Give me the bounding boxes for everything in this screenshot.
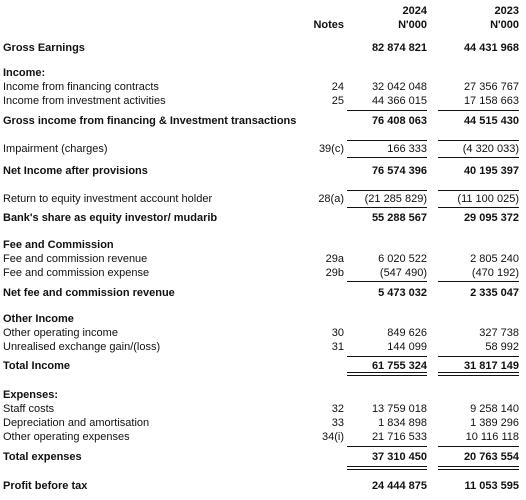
rule-2023-impairment-top [438, 140, 519, 141]
row-financing-contracts [0, 80, 526, 94]
row-return-to-equity [0, 192, 526, 206]
note-ref: 34(i) [321, 431, 344, 443]
row-net-income-after-provisions [0, 164, 526, 178]
rule-2024-net-fee-top [347, 281, 427, 282]
value-2024: 24 444 875 [371, 480, 427, 492]
rule-2023-total-expenses-dbl-1 [438, 466, 519, 467]
note-ref: 28(a) [318, 193, 344, 205]
value-2024: 5 473 032 [378, 287, 427, 299]
note-ref: 31 [331, 341, 344, 353]
row-total-expenses [0, 450, 526, 464]
value-2023: 1 389 296 [470, 417, 519, 429]
note-ref: 24 [331, 81, 344, 93]
row-label: Fee and commission revenue [3, 253, 148, 265]
row-label: Net Income after provisions [3, 165, 148, 177]
row-staff-costs [0, 402, 526, 416]
value-2023: 2 805 240 [470, 253, 519, 265]
row-label: Staff costs [3, 403, 55, 415]
rule-2024-return-top [347, 190, 427, 191]
rule-2023-return-top [438, 190, 519, 191]
value-2023: 31 817 149 [463, 360, 519, 372]
value-2023: 17 158 663 [463, 95, 519, 107]
value-2023: 2 335 047 [470, 287, 519, 299]
value-2024: 1 834 898 [378, 417, 427, 429]
year-2023-header: 2023 [494, 5, 519, 17]
row-depreciation [0, 416, 526, 430]
note-ref: 39(c) [318, 143, 344, 155]
value-2024: 32 042 048 [371, 81, 427, 93]
unit-2023-header: N'000 [490, 19, 519, 31]
value-2023: 44 515 430 [463, 115, 519, 127]
rule-2023-return-bottom [438, 207, 519, 208]
section-heading: Expenses: [3, 389, 59, 401]
row-label: Income from financing contracts [3, 81, 159, 93]
value-2023: (4 320 033) [462, 143, 519, 155]
value-2024: 849 626 [387, 327, 427, 339]
value-2024: 44 366 015 [371, 95, 427, 107]
rule-2024-impairment-bottom [347, 157, 427, 158]
rule-2024-total-income-dbl-1 [347, 372, 427, 373]
rule-2024-top-gross-income [347, 110, 427, 111]
rule-2023-impairment-bottom [438, 157, 519, 158]
rule-2024-total-income-top [347, 356, 427, 357]
rule-2024-return-bottom [347, 207, 427, 208]
row-label: Return to equity investment account holder [3, 193, 213, 205]
value-2024: 166 333 [387, 143, 427, 155]
unit-2024-header: N'000 [398, 19, 427, 31]
rule-2023-net-fee-top [438, 281, 519, 282]
value-2024: 13 759 018 [371, 403, 427, 415]
value-2023: (11 100 025) [457, 193, 519, 205]
row-other-operating-expenses [0, 430, 526, 444]
row-gross-earnings [0, 41, 526, 55]
row-investment-activities [0, 94, 526, 108]
row-label: Gross income from financing & Investment transactions [3, 115, 297, 127]
row-label: Other operating income [3, 327, 118, 339]
note-ref: 30 [331, 327, 344, 339]
value-2024: (547 490) [379, 267, 427, 279]
value-2024: 144 099 [387, 341, 427, 353]
rule-2024-total-income-dbl-2 [347, 375, 427, 376]
value-2023: 58 992 [485, 341, 519, 353]
rule-2024-total-expenses-dbl-1 [347, 466, 427, 467]
section-heading: Income: [3, 67, 46, 79]
row-net-fee-revenue [0, 286, 526, 300]
rule-2023-top-gross-income [438, 110, 519, 111]
rule-2024-total-expenses-dbl-2 [347, 469, 427, 470]
row-label: Total Income [3, 360, 71, 372]
value-2023: 40 195 397 [463, 165, 519, 177]
rule-2023-total-expenses-top [438, 446, 519, 447]
section-income [0, 66, 526, 80]
value-2023: 27 356 767 [463, 81, 519, 93]
row-label: Total expenses [3, 451, 82, 463]
total-income-row-final [0, 359, 526, 373]
note-ref: 25 [331, 95, 344, 107]
value-2023: 11 053 595 [464, 480, 519, 492]
section-heading: Other Income [3, 313, 74, 325]
rule-2023-total-expenses-dbl-2 [438, 469, 519, 470]
rule-2024-total-expenses-top [347, 446, 427, 447]
row-label: Bank's share as equity investor/ mudarib [3, 212, 218, 224]
section-heading: Fee and Commission [3, 239, 114, 251]
row-label: Gross Earnings [3, 42, 85, 54]
row-label: Unrealised exchange gain/(loss) [3, 341, 161, 353]
value-2024: 21 716 533 [371, 431, 427, 443]
section-other-income [0, 312, 526, 326]
row-label: Profit before tax [3, 480, 88, 492]
row-label: Fee and commission expense [3, 267, 150, 279]
value-2023: 29 095 372 [463, 212, 519, 224]
rule-2023-total-income-dbl-2 [438, 375, 519, 376]
value-2023: 327 738 [479, 327, 519, 339]
notes-header: Notes [313, 19, 344, 31]
year-2024-header: 2024 [402, 5, 427, 17]
row-label: Income from investment activities [3, 95, 166, 107]
row-fee-expense [0, 266, 526, 280]
value-2024: 61 755 324 [371, 360, 427, 372]
note-ref: 29a [325, 253, 344, 265]
note-ref: 29b [325, 267, 344, 279]
note-ref: 33 [331, 417, 344, 429]
value-2024: 76 408 063 [371, 115, 427, 127]
value-2023: 44 431 968 [463, 42, 519, 54]
value-2024: 82 874 821 [371, 42, 427, 54]
row-total-income-x [0, 332, 526, 346]
value-2024: 55 288 567 [371, 212, 427, 224]
section-expenses [0, 388, 526, 402]
rule-2023-total-income-top [438, 356, 519, 357]
value-2023: (470 192) [471, 267, 519, 279]
rule-2024-impairment-top [347, 140, 427, 141]
row-label: Depreciation and amortisation [3, 417, 150, 429]
value-2023: 20 763 554 [463, 451, 519, 463]
value-2023: 10 116 118 [465, 431, 519, 443]
value-2024: (21 285 829) [364, 193, 427, 205]
row-profit-before-tax [0, 479, 526, 493]
value-2024: 76 574 396 [371, 165, 427, 177]
section-fee-and-commission [0, 238, 526, 252]
note-ref: 32 [331, 403, 344, 415]
row-label: Other operating expenses [3, 431, 130, 443]
row-impairment [0, 142, 526, 156]
rule-2023-total-income-dbl-1 [438, 372, 519, 373]
value-2023: 9 258 140 [470, 403, 519, 415]
value-2024: 6 020 522 [378, 253, 427, 265]
value-2024: 37 310 450 [371, 451, 427, 463]
row-label: Impairment (charges) [3, 143, 108, 155]
row-fee-revenue [0, 252, 526, 266]
row-gross-income [0, 114, 526, 128]
row-banks-share [0, 211, 526, 225]
row-label: Net fee and commission revenue [3, 287, 175, 299]
